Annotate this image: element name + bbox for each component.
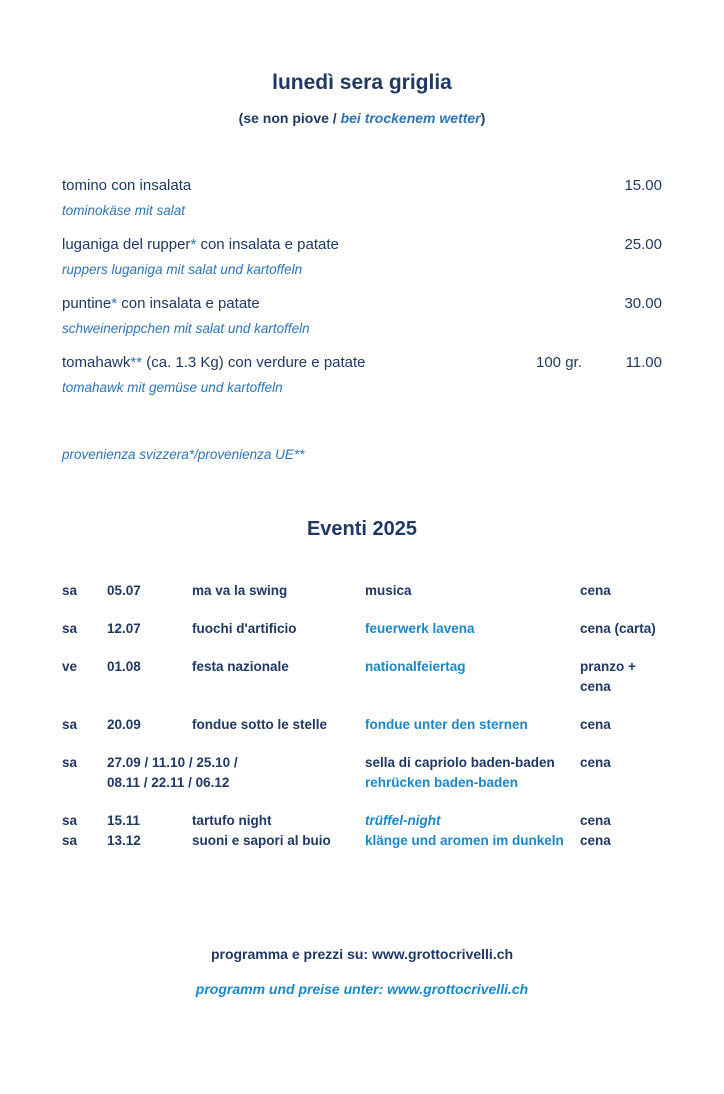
- dish-name-rest: con insalata e patate: [196, 236, 339, 253]
- event-date: 05.07: [107, 583, 141, 598]
- page-title: lunedì sera griglia: [272, 71, 452, 94]
- menu-item: [62, 176, 662, 220]
- subtitle-italian: (se non piove /: [238, 110, 341, 126]
- event-name-german: fondue unter den sternen: [365, 717, 528, 732]
- event-meal-type: cena: [580, 813, 611, 828]
- provenance-note: provenienza svizzera*/provenienza UE**: [62, 447, 305, 462]
- menu-item: [62, 294, 662, 338]
- event-name-italian: [192, 753, 365, 793]
- event-name-german: musica: [365, 583, 412, 598]
- dish-name-rest: (ca. 1.3 Kg) con verdure e patate: [142, 354, 366, 371]
- events-table: [62, 581, 662, 851]
- dish-price: 11.00: [625, 354, 662, 371]
- menu-item-line: [62, 176, 662, 196]
- event-date-line1: 27.09 / 11.10 / 25.10 /: [107, 755, 238, 770]
- event-day: sa: [62, 717, 78, 732]
- subtitle-german: bei trockenem wetter: [340, 110, 481, 126]
- dish-name-german: tominokäse mit salat: [62, 203, 186, 218]
- event-name-german: trüffel-night: [365, 813, 441, 828]
- dish-name-text: tomahawk: [62, 354, 131, 371]
- event-row: [62, 811, 662, 831]
- dish-name-italian: [62, 176, 536, 196]
- footer-program-german: programm und preise unter: www.grottocrivelli.ch: [195, 981, 529, 997]
- page-subtitle: [62, 109, 662, 128]
- event-meal-type: cena: [580, 717, 611, 732]
- dish-name-text: tomino con insalata: [62, 177, 192, 194]
- event-name-german: klänge und aromen im dunkeln: [365, 833, 564, 848]
- menu-item-line: [62, 353, 662, 373]
- event-name-line2: rehrücken baden-baden: [365, 775, 519, 790]
- event-date: 01.08: [107, 659, 141, 674]
- dish-name-text: luganiga del rupper: [62, 236, 191, 253]
- event-row: [62, 831, 662, 851]
- event-date: 15.11: [107, 813, 141, 828]
- event-name-german: [365, 753, 580, 793]
- event-date: 12.07: [107, 621, 141, 636]
- menu-item: [62, 353, 662, 397]
- subtitle-close-paren: ): [480, 110, 486, 126]
- event-name-italian: fondue sotto le stelle: [192, 717, 328, 732]
- dish-name-german: tomahawk mit gemüse und kartoffeln: [62, 380, 283, 395]
- dish-price: 15.00: [624, 177, 662, 194]
- menu-item: [62, 235, 662, 279]
- event-date: 13.12: [107, 833, 141, 848]
- event-meal-type: pranzo + cena: [580, 659, 636, 694]
- event-name-italian: ma va la swing: [192, 583, 288, 598]
- event-row: [62, 619, 662, 639]
- dish-name-german: ruppers luganiga mit salat und kartoffeln: [62, 262, 303, 277]
- event-name-italian: festa nazionale: [192, 659, 289, 674]
- event-date: [107, 753, 238, 793]
- event-day: sa: [62, 755, 78, 770]
- event-row: [62, 753, 662, 793]
- event-row: [62, 657, 662, 697]
- event-meal-type: cena: [580, 833, 611, 848]
- event-day: ve: [62, 659, 78, 674]
- event-date: 20.09: [107, 717, 141, 732]
- menu-item-line: [62, 235, 662, 255]
- dish-price: 30.00: [624, 295, 662, 312]
- event-name-german: feuerwerk lavena: [365, 621, 475, 636]
- dish-name-italian: [62, 235, 536, 255]
- events-title: Eventi 2025: [306, 518, 418, 540]
- event-name-line1: sella di capriolo baden-baden: [365, 755, 555, 770]
- event-name-italian: fuochi d'artificio: [192, 621, 297, 636]
- menu-page: [0, 70, 724, 1094]
- provenance-asterisk: *: [111, 295, 118, 312]
- event-name-german: nationalfeiertag: [365, 659, 466, 674]
- event-meal-type: cena (carta): [580, 621, 656, 636]
- event-day: sa: [62, 583, 78, 598]
- dish-name-italian: [62, 294, 536, 314]
- dish-quantity: 100 gr.: [536, 354, 582, 371]
- event-name-italian: suoni e sapori al buio: [192, 833, 331, 848]
- event-row: [62, 715, 662, 735]
- event-day: sa: [62, 621, 78, 636]
- dish-price: 25.00: [624, 236, 662, 253]
- event-meal-type: cena: [580, 583, 611, 598]
- dish-name-rest: con insalata e patate: [117, 295, 260, 312]
- event-row: [62, 581, 662, 601]
- event-name-italian: tartufo night: [192, 813, 272, 828]
- provenance-asterisk: **: [130, 354, 143, 371]
- event-day: sa: [62, 813, 78, 828]
- menu-list: [62, 176, 662, 397]
- dish-name-german: schweinerippchen mit salat und kartoffeln: [62, 321, 310, 336]
- footer-program-italian: programma e prezzi su: www.grottocrivelli.ch: [210, 946, 514, 962]
- dish-name-text: puntine: [62, 295, 112, 312]
- provenance-asterisk: *: [190, 236, 197, 253]
- event-date-line2: 08.11 / 22.11 / 06.12: [107, 775, 230, 790]
- event-day: sa: [62, 833, 78, 848]
- dish-name-italian: [62, 353, 536, 373]
- event-meal-type: cena: [580, 755, 611, 770]
- menu-item-line: [62, 294, 662, 314]
